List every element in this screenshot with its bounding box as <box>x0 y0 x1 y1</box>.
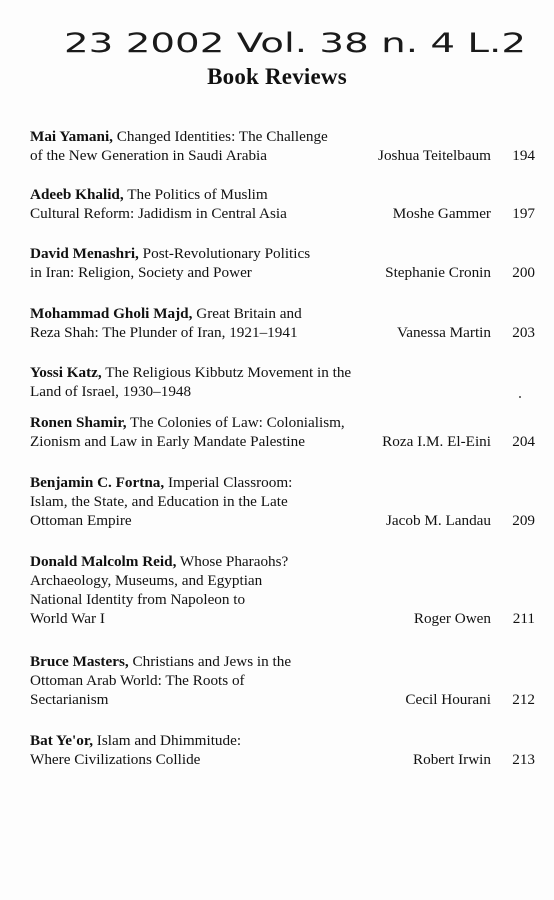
reviewer-name: Stephanie Cronin <box>385 264 491 281</box>
book-title: Christians and Jews in the Ottoman Arab World: The Roots of Sectarianism <box>30 653 292 708</box>
book-author: Bat Ye'or, <box>30 732 93 749</box>
reviewer-name: Robert Irwin <box>412 751 491 768</box>
review-entry <box>30 185 535 223</box>
page-number: 200 <box>512 264 535 281</box>
scan-speck <box>519 396 521 398</box>
reviewer-name: Joshua Teitelbaum <box>378 147 491 164</box>
book-author: Ronen Shamir, <box>30 414 127 431</box>
reviewer-name: Roza I.M. El-Eini <box>382 433 491 450</box>
book-author: Mohammad Gholi Majd, <box>30 305 193 322</box>
page-number: 209 <box>512 512 535 529</box>
review-entry <box>30 731 535 769</box>
book-title: Whose Pharaohs? Archaeology, Museums, and Egyptian National Identity from Napoleon to World War I <box>30 553 289 627</box>
review-list <box>30 127 535 769</box>
handwritten-annotation-text: 23 2002 Vol. 38 n. 4 L.2 <box>64 28 526 59</box>
book-title: Changed Identities: The Challenge of the New Generation in Saudi Arabia <box>30 128 328 164</box>
book-author: Yossi Katz, <box>30 364 102 381</box>
page-number: 212 <box>512 691 535 708</box>
reviewer-name: Roger Owen <box>413 610 491 627</box>
reviewer-name: Jacob M. Landau <box>385 512 491 529</box>
book-title: The Colonies of Law: Colonialism, Zionism and Law in Early Mandate Palestine <box>30 414 345 450</box>
book-title: The Religious Kibbutz Movement in the Land of Israel, 1930–1948 <box>30 364 352 400</box>
book-author: Mai Yamani, <box>30 128 113 145</box>
book-author: David Menashri, <box>30 245 139 262</box>
page-number: 211 <box>512 610 535 627</box>
page-number: 197 <box>512 205 535 222</box>
handwritten-annotation <box>64 18 534 64</box>
book-author: Bruce Masters, <box>30 653 129 670</box>
reviewer-name: Vanessa Martin <box>396 324 491 341</box>
review-entry <box>30 413 535 451</box>
book-title: Post-Revolutionary Politics in Iran: Religion, Society and Power <box>30 245 311 281</box>
page-number: 203 <box>512 324 535 341</box>
page-title: Book Reviews <box>207 64 347 89</box>
review-entry <box>30 304 535 342</box>
book-title: The Politics of Muslim Cultural Reform: Jadidism in Central Asia <box>30 186 287 222</box>
review-entry-description <box>30 363 535 401</box>
book-author: Donald Malcolm Reid, <box>30 553 177 570</box>
reviewer-name: Cecil Hourani <box>405 691 491 708</box>
book-author: Adeeb Khalid, <box>30 186 124 203</box>
review-entry <box>30 652 535 709</box>
reviewer-name: Moshe Gammer <box>392 205 491 222</box>
page-number: 194 <box>512 147 535 164</box>
review-entry <box>30 552 535 628</box>
book-title: Islam and Dhimmitude: Where Civilizations Collide <box>30 732 242 768</box>
book-title: Imperial Classroom: Islam, the State, and Education in the Late Ottoman Empire <box>30 474 293 529</box>
book-author: Benjamin C. Fortna, <box>30 474 165 491</box>
review-entry <box>30 244 535 282</box>
page-number: 204 <box>512 433 535 450</box>
book-title: Great Britain and Reza Shah: The Plunder of Iran, 1921–1941 <box>30 305 302 341</box>
review-entry <box>30 473 535 530</box>
review-entry <box>30 363 535 401</box>
review-entry <box>30 127 535 165</box>
page-number: 213 <box>512 751 535 768</box>
